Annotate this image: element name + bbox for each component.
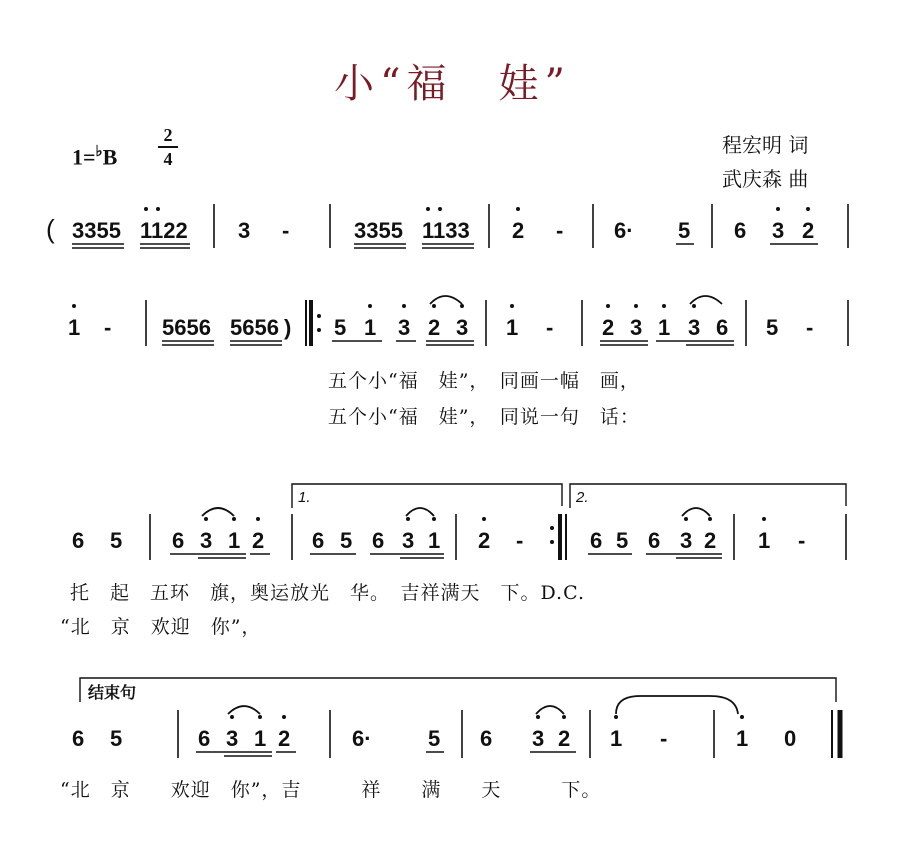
note: 2 — [602, 315, 615, 340]
staff-system-3 — [0, 478, 905, 568]
note: 2 — [802, 218, 815, 243]
rest: 0 — [784, 726, 797, 751]
note: 5 — [766, 315, 779, 340]
time-signature — [158, 126, 178, 168]
volta-1-label: 1. — [298, 489, 311, 506]
lyric-line-3a: 托 起 五环 旗，奥运放光 华。 吉祥满天 下。D.C. — [70, 582, 585, 604]
dash: - — [104, 315, 112, 340]
dash: - — [798, 528, 806, 553]
ending-label: 结束句 — [88, 685, 137, 702]
note: 3 — [226, 726, 239, 751]
note: 2 — [558, 726, 571, 751]
note: 6· — [614, 218, 634, 243]
note: 1 — [364, 315, 377, 340]
note: 6 — [72, 726, 85, 751]
note: 5 — [428, 726, 441, 751]
note: 3 — [532, 726, 545, 751]
note: 6 — [734, 218, 747, 243]
dash: - — [806, 315, 814, 340]
note: 1 — [610, 726, 623, 751]
lyric-line-4: “北 京 欢迎 你”，吉 祥 满 天 下。 — [60, 779, 602, 801]
note: 3 — [688, 315, 701, 340]
note: 6 — [72, 528, 85, 553]
composer-credit: 武庆森 曲 — [722, 167, 809, 191]
staff-system-2 — [0, 290, 905, 360]
note: 3 — [200, 528, 213, 553]
note: 6 — [716, 315, 729, 340]
note: 6 — [372, 528, 385, 553]
note: 2 — [704, 528, 717, 553]
note: 5 — [616, 528, 629, 553]
staff-system-4 — [0, 672, 905, 772]
note: 6 — [312, 528, 325, 553]
dash: - — [556, 218, 564, 243]
note: 3 — [456, 315, 469, 340]
note: 3 — [402, 528, 415, 553]
note: 5 — [110, 528, 123, 553]
note-group: 3355 — [354, 218, 403, 243]
key-note: B — [102, 144, 118, 170]
note: 1 — [506, 315, 519, 340]
note: 2 — [278, 726, 291, 751]
lyric-verse-2: 五个小“福 娃”， 同说一句 话： — [328, 406, 640, 428]
paren-close: ) — [284, 315, 292, 340]
note: 2 — [252, 528, 265, 553]
note: 1 — [228, 528, 241, 553]
note: 1 — [68, 315, 81, 340]
note: 1 — [428, 528, 441, 553]
meter-bottom: 4 — [163, 149, 173, 169]
note: 5 — [678, 218, 691, 243]
meter-top: 2 — [163, 125, 173, 145]
note-group: 1122 — [140, 218, 188, 243]
note: 1 — [736, 726, 749, 751]
note: 5 — [110, 726, 123, 751]
note: 1 — [658, 315, 671, 340]
dash: - — [660, 726, 668, 751]
note: 6 — [590, 528, 603, 553]
dash: - — [546, 315, 554, 340]
dash: - — [282, 218, 290, 243]
lyric-line-3b: “北 京 欢迎 你”， — [60, 616, 262, 638]
dash: - — [516, 528, 524, 553]
note: 6 — [648, 528, 661, 553]
note: 2 — [428, 315, 441, 340]
note: 6 — [480, 726, 493, 751]
lyric-verse-1: 五个小“福 娃”， 同画一幅 画， — [328, 370, 640, 392]
note: 5 — [334, 315, 347, 340]
flat-sign: ♭ — [95, 144, 103, 160]
paren-open: ( — [46, 214, 55, 244]
note-group: 5656 — [162, 315, 211, 340]
note: 2 — [478, 528, 491, 553]
note: 5 — [340, 528, 353, 553]
key-signature — [72, 142, 117, 170]
note-group: 5656 — [230, 315, 279, 340]
note: 3 — [680, 528, 693, 553]
note: 6· — [352, 726, 372, 751]
note: 3 — [238, 218, 251, 243]
note: 6 — [172, 528, 185, 553]
note: 6 — [198, 726, 211, 751]
note: 1 — [254, 726, 267, 751]
note: 3 — [630, 315, 643, 340]
song-title: 小“福 娃” — [334, 61, 571, 107]
staff-system-1 — [0, 190, 905, 260]
key-prefix: 1= — [72, 144, 96, 170]
lyricist-credit: 程宏明 词 — [722, 133, 809, 157]
note-group: 1133 — [422, 218, 470, 243]
note: 3 — [772, 218, 785, 243]
note-group: 3355 — [72, 218, 121, 243]
note: 3 — [398, 315, 411, 340]
note: 1 — [758, 528, 771, 553]
note: 2 — [512, 218, 525, 243]
volta-2-label: 2. — [576, 489, 589, 506]
